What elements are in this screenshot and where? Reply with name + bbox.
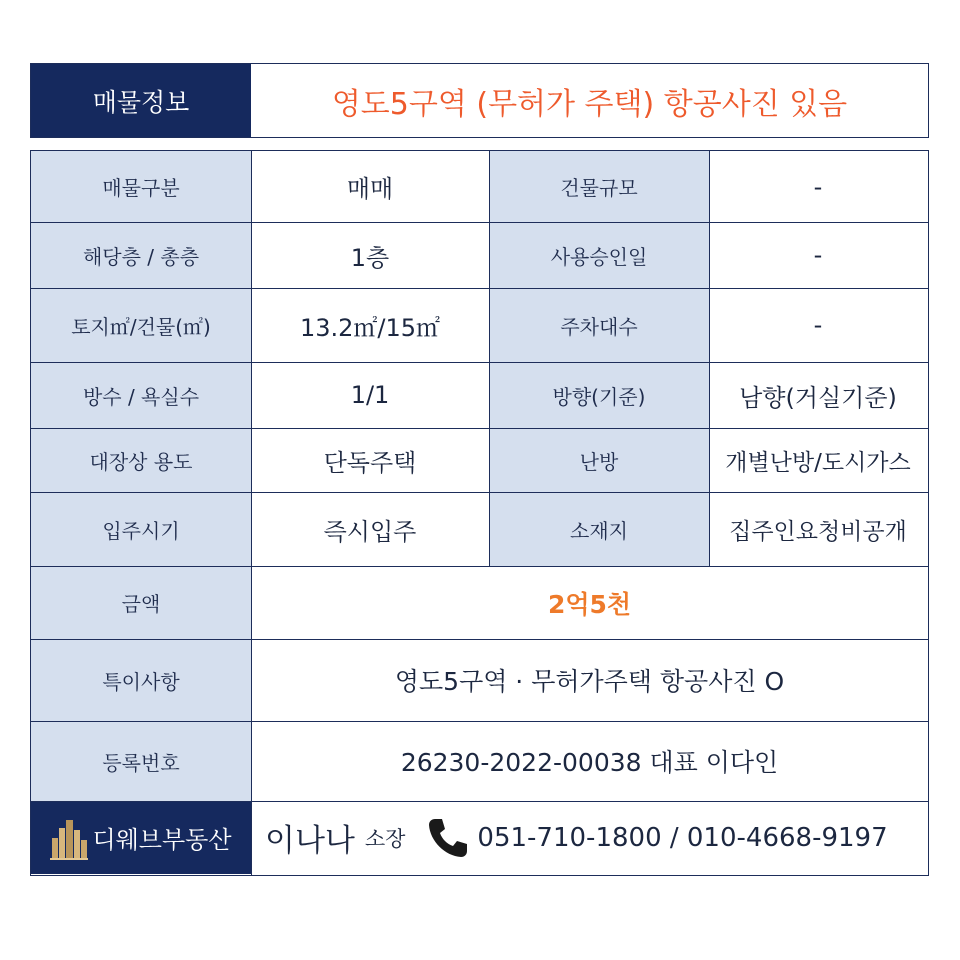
grid-line — [31, 222, 928, 223]
grid-line — [31, 801, 928, 802]
header-title: 영도5구역 (무허가 주택) 항공사진 있음 — [331, 86, 848, 122]
label-floor: 해당층 / 총층 — [31, 222, 251, 288]
value-building-scale: - — [709, 151, 927, 222]
grid-line — [251, 151, 252, 875]
value-approval-date: - — [709, 222, 927, 288]
value-location: 집주인요청비공개 — [709, 492, 927, 566]
label-approval-date: 사용승인일 — [489, 222, 709, 288]
value-rooms: 1/1 — [251, 362, 489, 428]
label-building-scale: 건물규모 — [489, 151, 709, 222]
label-price: 금액 — [31, 566, 251, 639]
header-title-cell — [251, 64, 928, 137]
agency-cell — [31, 801, 251, 874]
value-registered-use: 단독주택 — [251, 428, 489, 492]
info-table — [30, 150, 929, 876]
grid-line — [709, 151, 710, 566]
value-price: 2억5천 — [251, 566, 928, 639]
value-area: 13.2㎡/15㎡ — [251, 288, 489, 362]
label-heating: 난방 — [489, 428, 709, 492]
label-location: 소재지 — [489, 492, 709, 566]
value-notes: 영도5구역 · 무허가주택 항공사진 O — [251, 639, 928, 721]
grid-line — [489, 151, 490, 566]
header-bar — [30, 63, 929, 138]
contact-cell — [251, 801, 928, 874]
label-registration: 등록번호 — [31, 721, 251, 801]
label-rooms: 방수 / 욕실수 — [31, 362, 251, 428]
value-property-type: 매매 — [251, 151, 489, 222]
grid-line — [31, 639, 928, 640]
label-property-type: 매물구분 — [31, 151, 251, 222]
grid-line — [31, 721, 928, 722]
value-registration: 26230-2022-00038 대표 이다인 — [251, 721, 928, 801]
label-notes: 특이사항 — [31, 639, 251, 721]
agent-title: 소장 — [364, 826, 406, 851]
agency-name: 디웨브부동산 — [92, 826, 232, 854]
phone-icon — [425, 815, 471, 861]
label-parking: 주차대수 — [489, 288, 709, 362]
label-area: 토지㎡/건물(㎡) — [31, 288, 251, 362]
value-move-in: 즉시입주 — [251, 492, 489, 566]
phone-numbers[interactable]: 051-710-1800 / 010-4668-9197 — [477, 822, 888, 853]
label-move-in: 입주시기 — [31, 492, 251, 566]
value-heating: 개별난방/도시가스 — [709, 428, 927, 492]
value-floor: 1층 — [251, 222, 489, 288]
building-logo-icon — [50, 816, 88, 860]
grid-line — [31, 288, 928, 289]
header-label: 매물정보 — [92, 87, 190, 117]
value-parking: - — [709, 288, 927, 362]
grid-line — [31, 566, 928, 567]
agent-name: 이나나 — [265, 823, 355, 859]
grid-line — [31, 428, 928, 429]
header-label-cell — [31, 64, 251, 137]
label-registered-use: 대장상 용도 — [31, 428, 251, 492]
grid-line — [31, 492, 928, 493]
grid-line — [31, 362, 928, 363]
value-direction: 남향(거실기준) — [709, 362, 927, 428]
label-direction: 방향(기준) — [489, 362, 709, 428]
